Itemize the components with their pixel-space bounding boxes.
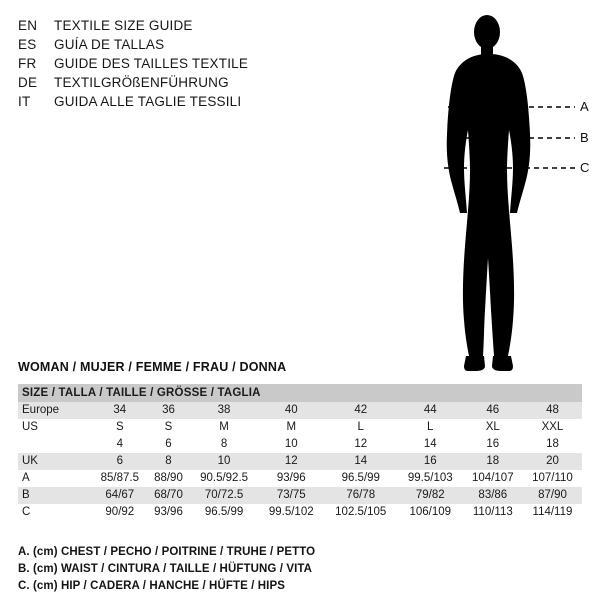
- table-cell: 6: [148, 436, 190, 453]
- gender-label: WOMAN / MUJER / FEMME / FRAU / DONNA: [18, 360, 287, 374]
- table-cell: L: [324, 419, 398, 436]
- table-cell: 12: [324, 436, 398, 453]
- table-cell: 38: [189, 402, 259, 419]
- table-row: [18, 419, 582, 436]
- table-cell: 8: [148, 453, 190, 470]
- table-cell: 10: [189, 453, 259, 470]
- table-cell: 36: [148, 402, 190, 419]
- table-cell: XL: [463, 419, 523, 436]
- table-cell: 70/72.5: [189, 487, 259, 504]
- row-label: [18, 436, 92, 453]
- table-row: [18, 402, 582, 419]
- language-code: IT: [18, 94, 31, 109]
- table-cell: 83/86: [463, 487, 523, 504]
- table-cell: 14: [324, 453, 398, 470]
- table-cell: 88/90: [148, 470, 190, 487]
- language-code: ES: [18, 37, 37, 52]
- table-cell: 14: [398, 436, 463, 453]
- language-code: DE: [18, 75, 38, 90]
- table-cell: 114/119: [523, 504, 582, 521]
- row-label: Europe: [18, 402, 92, 419]
- table-cell: 16: [398, 453, 463, 470]
- table-cell: M: [259, 419, 324, 436]
- language-title: TEXTILGRÖßENFÜHRUNG: [54, 75, 229, 90]
- table-cell: 18: [523, 436, 582, 453]
- table-cell: XXL: [523, 419, 582, 436]
- figure-illustration: [400, 8, 600, 378]
- table-cell: 96.5/99: [189, 504, 259, 521]
- table-cell: S: [92, 419, 148, 436]
- table-cell: 93/96: [148, 504, 190, 521]
- language-row: [18, 16, 348, 35]
- table-cell: 20: [523, 453, 582, 470]
- row-label: C: [18, 504, 92, 521]
- table-row: [18, 504, 582, 521]
- female-silhouette-icon: [447, 15, 531, 371]
- table-cell: 10: [259, 436, 324, 453]
- table-cell: 104/107: [463, 470, 523, 487]
- table-cell: 87/90: [523, 487, 582, 504]
- table-cell: 12: [259, 453, 324, 470]
- table-cell: 4: [92, 436, 148, 453]
- table-row: [18, 453, 582, 470]
- table-cell: 16: [463, 436, 523, 453]
- table-cell: 96.5/99: [324, 470, 398, 487]
- table-cell: 107/110: [523, 470, 582, 487]
- table-row: [18, 436, 582, 453]
- language-row: [18, 92, 348, 111]
- table-header-label: SIZE / TALLA / TAILLE / GRÖSSE / TAGLIA: [18, 384, 582, 402]
- marker-label-a: A: [580, 99, 589, 114]
- table-cell: 64/67: [92, 487, 148, 504]
- table-cell: 46: [463, 402, 523, 419]
- table-cell: 8: [189, 436, 259, 453]
- marker-label-b: B: [580, 130, 589, 145]
- row-label: US: [18, 419, 92, 436]
- note-waist: B. (cm) WAIST / CINTURA / TAILLE / HÜFTUNG / VITA: [18, 563, 313, 575]
- measurement-notes: [18, 544, 578, 595]
- table-cell: 110/113: [463, 504, 523, 521]
- table-cell: M: [189, 419, 259, 436]
- language-row: [18, 54, 348, 73]
- language-code: FR: [18, 56, 37, 71]
- table-cell: 18: [463, 453, 523, 470]
- table-cell: 34: [92, 402, 148, 419]
- table-header-row: [18, 384, 582, 402]
- table-cell: 99.5/102: [259, 504, 324, 521]
- table-cell: 106/109: [398, 504, 463, 521]
- table-cell: S: [148, 419, 190, 436]
- table-cell: 90/92: [92, 504, 148, 521]
- table-cell: 73/75: [259, 487, 324, 504]
- table-cell: 93/96: [259, 470, 324, 487]
- note-chest: A. (cm) CHEST / PECHO / POITRINE / TRUHE / PETTO: [18, 546, 316, 558]
- note-hip: C. (cm) HIP / CADERA / HANCHE / HÜFTE / HIPS: [18, 580, 286, 592]
- table-cell: 90.5/92.5: [189, 470, 259, 487]
- language-code: EN: [18, 18, 38, 33]
- row-label: B: [18, 487, 92, 504]
- table-row: [18, 470, 582, 487]
- table-cell: 48: [523, 402, 582, 419]
- table-cell: 85/87.5: [92, 470, 148, 487]
- table-cell: L: [398, 419, 463, 436]
- table-cell: 6: [92, 453, 148, 470]
- language-title: GUÍA DE TALLAS: [54, 37, 165, 52]
- table-cell: 99.5/103: [398, 470, 463, 487]
- table-cell: 40: [259, 402, 324, 419]
- marker-label-c: C: [580, 160, 590, 175]
- language-title: GUIDE DES TAILLES TEXTILE: [54, 56, 249, 71]
- language-list: [18, 16, 348, 111]
- table-cell: 42: [324, 402, 398, 419]
- size-table: [18, 384, 582, 521]
- row-label: A: [18, 470, 92, 487]
- language-row: [18, 73, 348, 92]
- language-title: GUIDA ALLE TAGLIE TESSILI: [54, 94, 242, 109]
- table-row: [18, 487, 582, 504]
- table-cell: 102.5/105: [324, 504, 398, 521]
- row-label: UK: [18, 453, 92, 470]
- table-cell: 79/82: [398, 487, 463, 504]
- table-cell: 68/70: [148, 487, 190, 504]
- table-cell: 76/78: [324, 487, 398, 504]
- language-title: TEXTILE SIZE GUIDE: [54, 18, 193, 33]
- language-row: [18, 35, 348, 54]
- table-cell: 44: [398, 402, 463, 419]
